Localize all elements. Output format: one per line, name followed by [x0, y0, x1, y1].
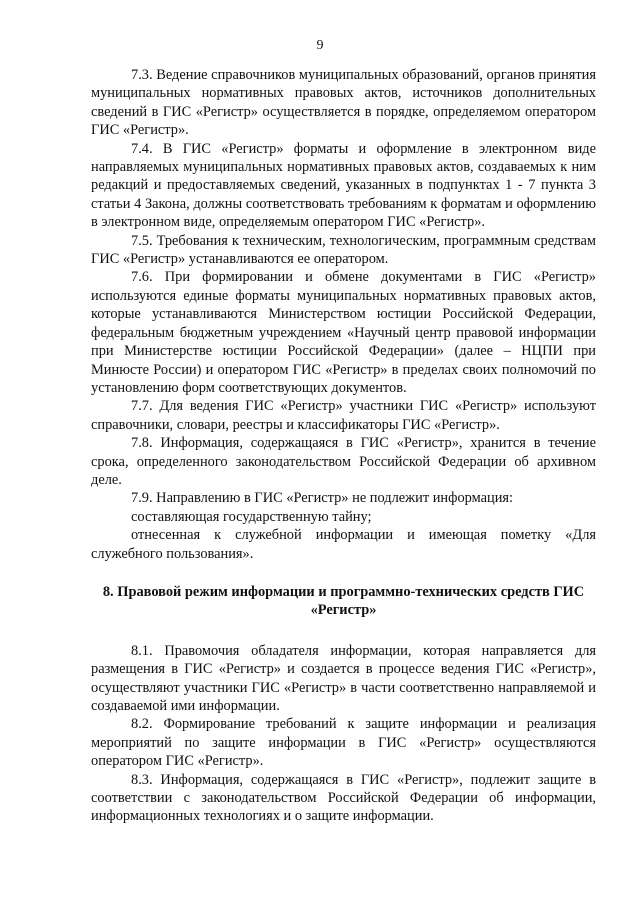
paragraph-7-7: 7.7. Для ведения ГИС «Регистр» участники ГИС «Регистр» используют справочники, словари, реестры и классификаторы ГИС «Регистр». — [91, 398, 596, 433]
paragraph-8-3: 8.3. Информация, содержащаяся в ГИС «Регистр», подлежит защите в соответствии с законодательством Российской Федерации об информации, информационных технологиях и о защите информации. — [91, 771, 596, 825]
section-8-heading: 8. Правовой режим информации и программно-технических средств ГИС «Регистр» — [102, 583, 585, 619]
paragraph-8-2: 8.2. Формирование требований к защите информации и реализация мероприятий по защите информации в ГИС «Регистр» осуществляются оператором ГИС «Регистр». — [91, 716, 596, 770]
paragraph-7-5: 7.5. Требования к техническим, технологическим, программным средствам ГИС «Регистр» устанавливаются ее оператором. — [91, 232, 596, 268]
paragraph-7-3: 7.3. Ведение справочников муниципальных образований, органов принятия муниципальных нормативных правовых актов, источников дополнительных сведений в ГИС «Регистр» осуществляется в порядке, определяемом оператором ГИС «Регистр». — [91, 67, 596, 139]
document-body — [91, 66, 596, 826]
paragraph-7-6: 7.6. При формировании и обмене документами в ГИС «Регистр» используются единые форматы муниципальных нормативных правовых актов, которые устанавливаются Министерством юстиции Российской Федерации, федеральным бюджетным учреждением «Научный центр правовой информации при Министерстве юстиции Российской Федерации» (далее – НЦПИ при Минюсте России) и оператором ГИС «Регистр» в пределах своих полномочий по установлению форм соответствующих документов. — [91, 269, 596, 396]
paragraph-7-8: 7.8. Информация, содержащаяся в ГИС «Регистр», хранится в течение срока, определенного законодательством Российской Федерации об архивном деле. — [91, 435, 596, 488]
paragraph-7-4: 7.4. В ГИС «Регистр» форматы и оформление в электронном виде направляемых муниципальных нормативных правовых актов, создаваемых к ним редакций и предоставляемых сведений, указанных в подпунктах 1 - 7 пункта 3 статьи 4 Закона, должны соответствовать требованиям к форматам и оформлению в электронном виде, определяемым оператором ГИС «Регистр». — [91, 140, 596, 231]
list-item-official-use: отнесенная к служебной информации и имеющая пометку «Для служебного пользования». — [91, 527, 596, 562]
page-number: 9 — [316, 38, 324, 53]
list-item-state-secret: составляющая государственную тайну; — [131, 508, 372, 525]
paragraph-8-1: 8.1. Правомочия обладателя информации, которая направляется для размещения в ГИС «Регистр» и создается в процессе ведения ГИС «Регистр», осуществляют участники ГИС «Регистр» в части соответственно направляемой и создаваемой ими информации. — [91, 642, 596, 714]
paragraph-7-9: 7.9. Направлению в ГИС «Регистр» не подлежит информация: — [131, 490, 514, 507]
